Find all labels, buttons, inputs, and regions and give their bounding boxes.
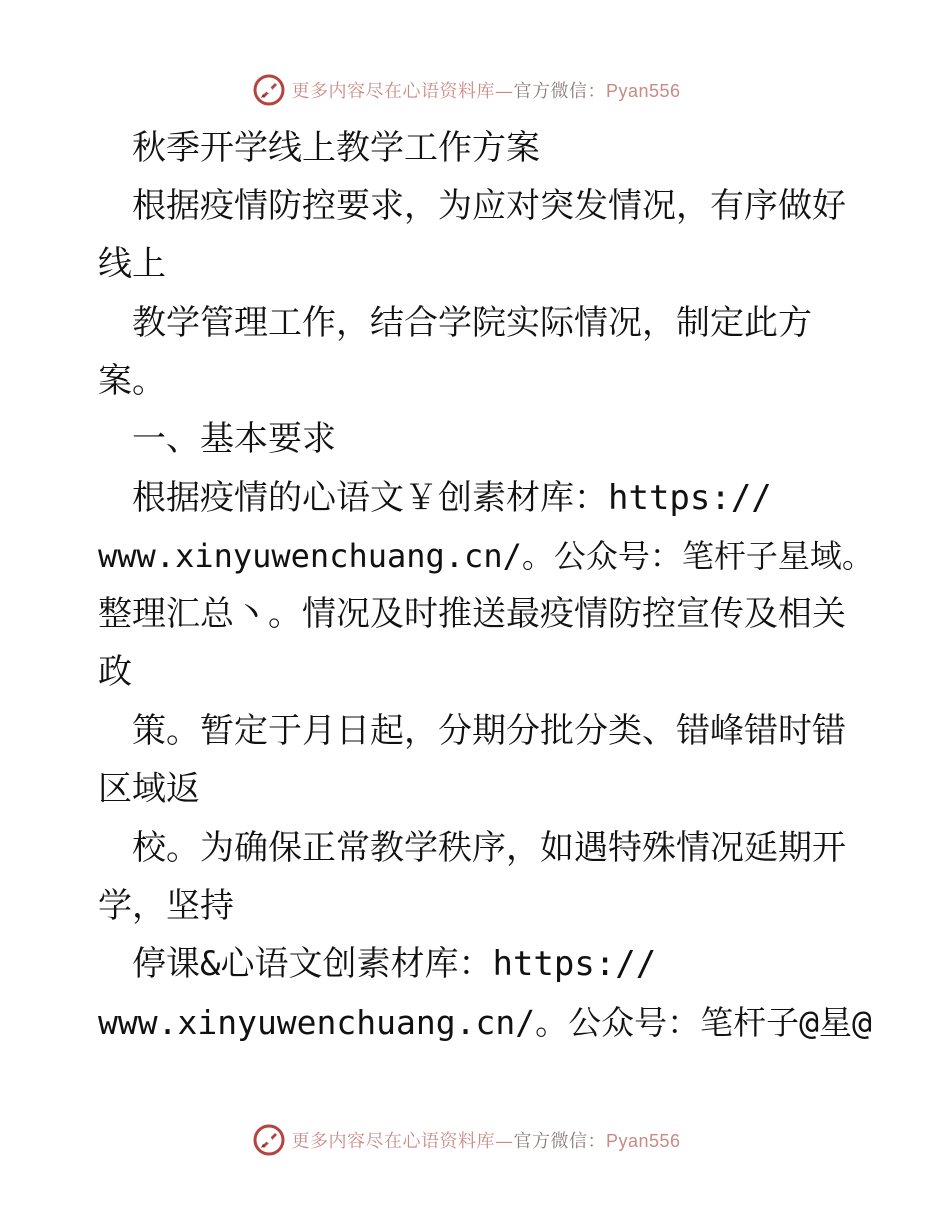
paragraph-line: 线上 <box>98 244 166 284</box>
doc-title: 秋季开学线上教学工作方案 <box>132 128 540 168</box>
paragraph-line: 策。暂定于月日起，分期分批分类、错峰错时错 <box>132 711 846 751</box>
section-heading: 一、基本要求 <box>132 419 336 459</box>
paragraph-line: www.xinyuwenchuang.cn/。公众号：笔杆子@星@ <box>98 1003 872 1042</box>
paragraph-line: 校。为确保正常教学秩序，如遇特殊情况延期开 <box>132 828 846 868</box>
brand-logo-icon <box>253 1124 285 1156</box>
banner-text: 更多内容尽在心语资料库—官方微信：Pyan556 <box>291 1131 681 1152</box>
paragraph-line: 教学管理工作，结合学院实际情况，制定此方 <box>132 303 812 343</box>
paragraph-line: 政 <box>98 652 132 692</box>
paragraph-line: 根据疫情的心语文￥创素材库：https:// <box>132 478 772 518</box>
footer-watermark-banner <box>0 1120 950 1160</box>
paragraph-line: 根据疫情防控要求，为应对突发情况，有序做好 <box>132 186 846 226</box>
paragraph-line: 区域返 <box>98 769 200 809</box>
paragraph-line: 学，坚持 <box>98 886 234 926</box>
paragraph-line: www.xinyuwenchuang.cn/。公众号：笔杆子星域。 <box>98 537 874 575</box>
paragraph-line: 案。 <box>98 361 166 401</box>
banner-text: 更多内容尽在心语资料库—官方微信：Pyan556 <box>291 81 681 102</box>
paragraph-line: 整理汇总丶。情况及时推送最疫情防控宣传及相关 <box>98 594 846 634</box>
paragraph-line: 停课&心语文创素材库：https:// <box>132 944 657 984</box>
